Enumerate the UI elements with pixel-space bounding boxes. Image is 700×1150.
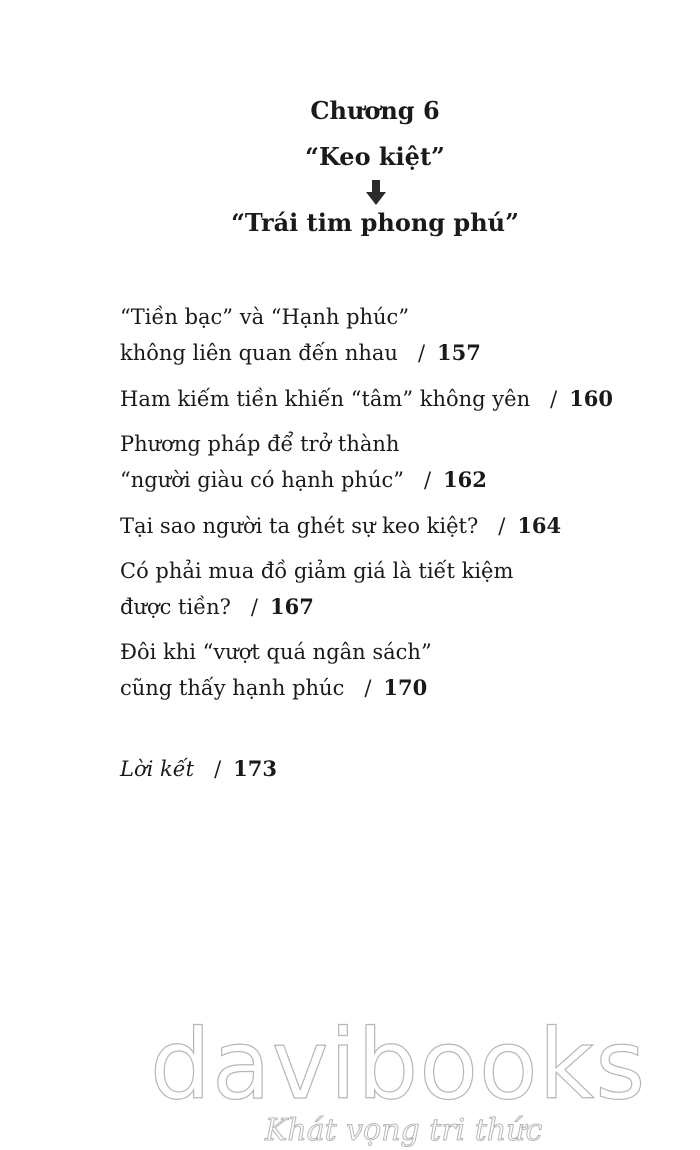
watermark-slogan: Khát vọng tri thức bbox=[265, 1113, 543, 1148]
toc-entry-title-line: không liên quan đến nhau bbox=[120, 341, 398, 365]
toc-entry-title-line: Phương pháp để trở thành bbox=[120, 432, 400, 456]
toc-page-number: 157 bbox=[437, 340, 481, 365]
toc-page-number: 167 bbox=[269, 594, 314, 619]
epilogue-label: Lời kết bbox=[120, 757, 195, 781]
toc-entry-title-line: cũng thấy hạnh phúc bbox=[120, 676, 345, 700]
table-of-contents bbox=[120, 300, 680, 716]
toc-page-number: 162 bbox=[443, 467, 487, 492]
separator: / bbox=[417, 341, 426, 365]
separator: / bbox=[550, 387, 558, 411]
watermark-brand: davibooks bbox=[150, 1009, 647, 1121]
separator: / bbox=[423, 468, 432, 492]
toc-page-number: 160 bbox=[569, 386, 614, 411]
separator: / bbox=[214, 757, 222, 781]
chapter-title-from: “Keo kiệt” bbox=[305, 142, 445, 171]
toc-entry[interactable] bbox=[120, 300, 680, 371]
toc-entry-title-line: Ham kiếm tiền khiến “tâm” không yên bbox=[120, 387, 531, 411]
toc-entry-title-line: “người giàu có hạnh phúc” bbox=[120, 468, 404, 492]
toc-entry-title-line: Đôi khi “vượt quá ngân sách” bbox=[120, 640, 432, 664]
toc-page-number: 170 bbox=[383, 675, 428, 700]
toc-entry[interactable] bbox=[120, 427, 680, 498]
toc-entry[interactable] bbox=[120, 381, 680, 417]
chapter-number: Chương 6 bbox=[310, 96, 440, 125]
toc-entry[interactable] bbox=[120, 554, 680, 625]
separator: / bbox=[364, 676, 372, 700]
epilogue-page-number: 173 bbox=[233, 756, 277, 781]
separator: / bbox=[498, 514, 506, 538]
chapter-title-to: “Trái tim phong phú” bbox=[231, 208, 519, 237]
toc-entry-title-line: được tiền? bbox=[120, 595, 231, 619]
toc-page-number: 164 bbox=[517, 513, 562, 538]
toc-entry-title-line: Tại sao người ta ghét sự keo kiệt? bbox=[120, 514, 479, 538]
toc-entry-title-line: “Tiền bạc” và “Hạnh phúc” bbox=[120, 305, 410, 329]
toc-entry[interactable] bbox=[120, 635, 680, 706]
down-arrow-icon bbox=[366, 180, 386, 206]
epilogue-entry[interactable] bbox=[120, 756, 277, 781]
toc-entry-title-line: Có phải mua đồ giảm giá là tiết kiệm bbox=[120, 559, 514, 583]
separator: / bbox=[250, 595, 258, 619]
toc-entry[interactable] bbox=[120, 508, 680, 544]
